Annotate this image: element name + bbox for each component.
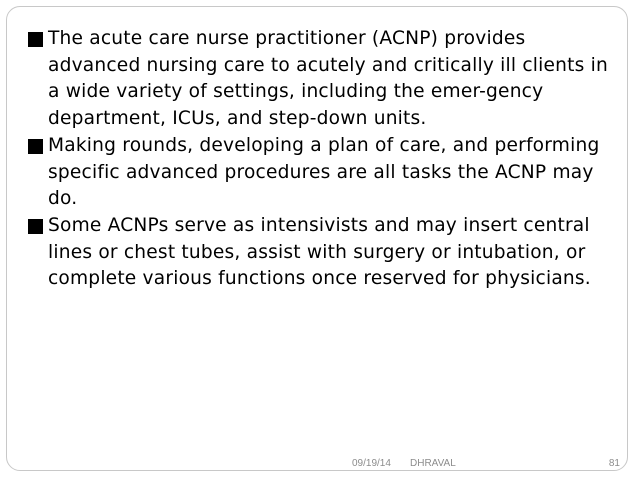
bullet-text: The acute care nurse practitioner (ACNP) provides advanced nursing care to acutely and critically ill clients in a wide variety of settings, including the emer-gency department, ICUs, and step-down units. bbox=[48, 28, 608, 130]
bullet-item-2 bbox=[28, 133, 618, 213]
footer-page-number: 81 bbox=[608, 458, 620, 469]
slide-content bbox=[28, 26, 618, 293]
bullet-item-1 bbox=[28, 26, 618, 133]
bullet-text: Making rounds, developing a plan of care, and performing specific advanced procedures are all tasks the ACNP may do. bbox=[48, 134, 600, 210]
footer-date: 09/19/14 bbox=[352, 458, 391, 469]
bullet-text: Some ACNPs serve as intensivists and may insert central lines or chest tubes, assist with surgery or intubation, or complete various functions once reserved for physicians. bbox=[48, 214, 591, 290]
bullet-item-3 bbox=[28, 213, 618, 293]
square-bullet-icon bbox=[28, 133, 45, 160]
footer-author: DHRAVAL bbox=[410, 458, 456, 469]
square-bullet-icon bbox=[28, 213, 45, 240]
square-bullet-icon bbox=[28, 26, 45, 53]
